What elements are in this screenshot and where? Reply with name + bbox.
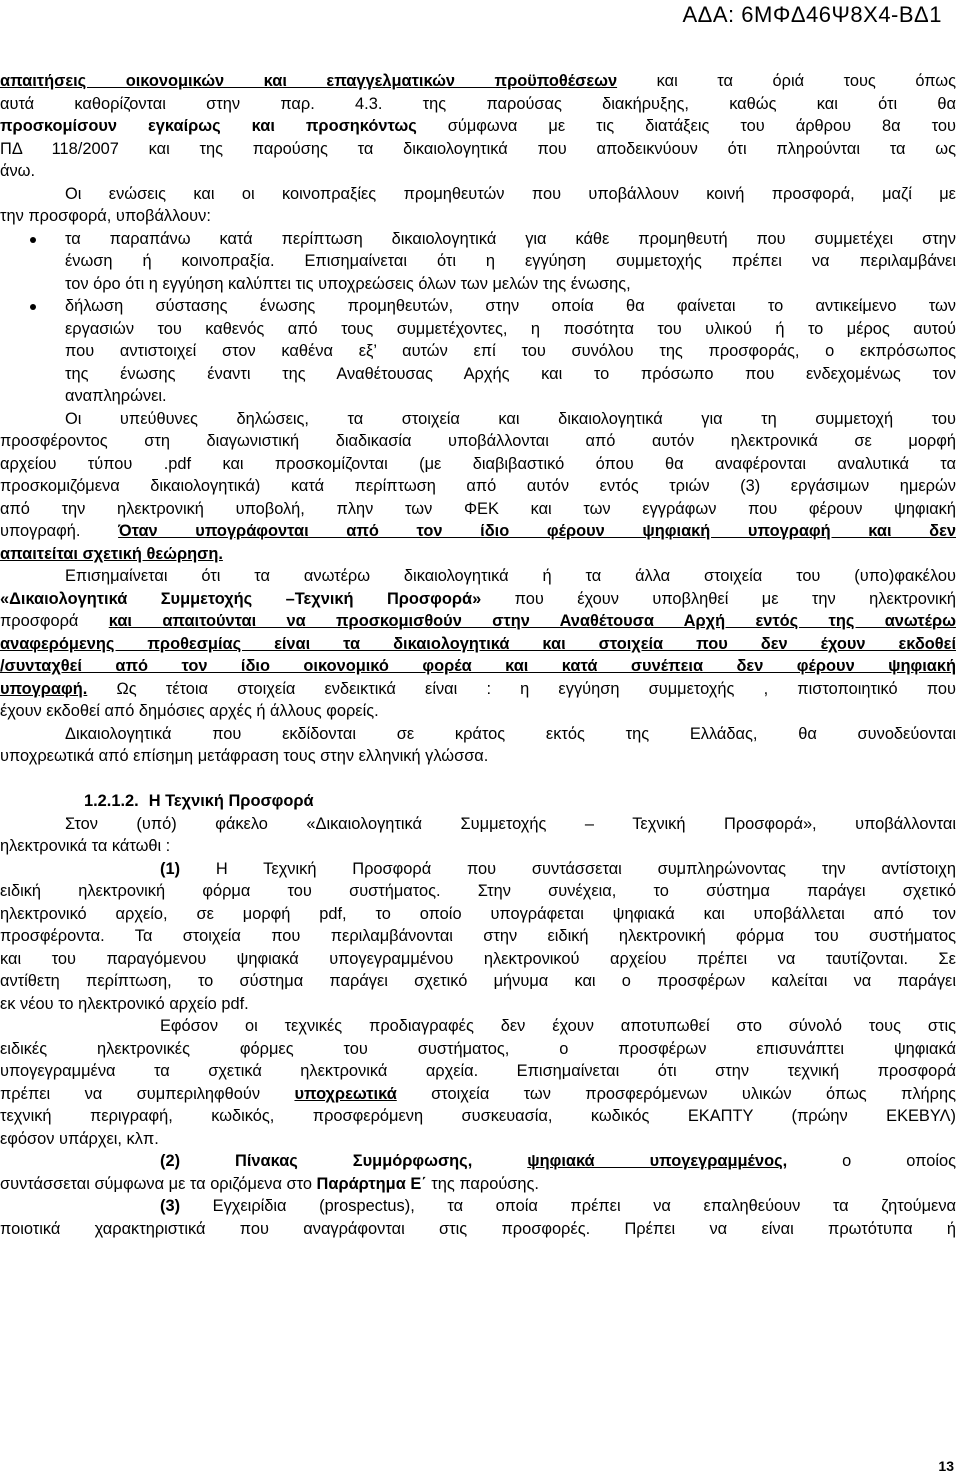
text-line: από την ηλεκτρονική υποβολή, πλην των ΦΕΚ και των εγγράφων που φέρουν ψηφιακή bbox=[0, 499, 956, 518]
text-line: αυτά καθορίζονται στην παρ. 4.3. της παρούσας διακήρυξης, καθώς και ότι θα bbox=[0, 94, 956, 113]
text-line: Οι ενώσεις και οι κοινοπραξίες προμηθευτών που υποβάλλουν κοινή προσφορά, μαζί με bbox=[65, 184, 956, 203]
text-line: (2) Πίνακας Συμμόρφωσης, ψηφιακά υπογεγραμμένος, ο οποίος bbox=[160, 1152, 956, 1170]
text-line: υποχρεωτικά από επίσημη μετάφραση τους στην ελληνική γλώσσα. bbox=[0, 747, 489, 765]
text-line: υπογεγραμμένα τα σχετικά ηλεκτρονικά αρχεία. Επισημαίνεται ότι στην τεχνική προσφορά bbox=[0, 1062, 956, 1080]
text-line: προσφέροντα. Τα στοιχεία που περιλαμβάνονται στην ειδική ηλεκτρονική φόρμα του συστήματος bbox=[0, 927, 956, 945]
text-line: τον όρο ότι η εγγύηση καλύπτει τις υποχρεώσεις όλων των μελών της ένωσης, bbox=[65, 274, 631, 293]
text-line: ηλεκτρονικό αρχείο, σε μορφή pdf, το οποίο υπογράφεται ψηφιακά και υποβάλλεται από τον bbox=[0, 904, 956, 923]
text-line: απαιτήσεις οικονομικών και επαγγελματικών προϋποθέσεων και τα όριά τους όπως bbox=[0, 72, 956, 90]
text-line: τεχνική περιγραφή, κωδικός, προσφερόμενη συσκευασία, κωδικός ΕΚΑΠΤΥ (πρώην ΕΚΕΒΥΛ) bbox=[0, 1107, 956, 1125]
text-line: Στον (υπό) φάκελο «Δικαιολογητικά Συμμετοχής – Τεχνική Προσφορά», υποβάλλονται bbox=[65, 814, 956, 833]
text-line: αρχείου τύπου .pdf και προσκομίζονται (με διαβιβαστικό όπου θα αναφέρονται αναλυτικά τα bbox=[0, 454, 956, 473]
text-line: πρέπει να συμπεριληφθούν υποχρεωτικά στοιχεία των προσφερόμενων υλικών όπως πλήρης bbox=[0, 1084, 956, 1103]
text-line: (3) Εγχειρίδια (prospectus), τα οποία πρέπει να επαληθεύουν τα ζητούμενα bbox=[160, 1197, 956, 1215]
text-line: άνω. bbox=[0, 162, 36, 180]
bullet-icon bbox=[30, 304, 36, 310]
text-line: ποιοτικά χαρακτηριστικά που αναγράφονται στις προσφορές. Πρέπει να είναι πρωτότυπα ή bbox=[0, 1219, 956, 1238]
text-line: εκ νέου το ηλεκτρονικό αρχείο pdf. bbox=[0, 994, 249, 1013]
ada-header: ΑΔΑ: 6ΜΦΔ46Ψ8Χ4-ΒΔ1 bbox=[682, 2, 942, 27]
text-line: συντάσσεται σύμφωνα με τα οριζόμενα στο Παράρτημα Ε΄ της παρούσης. bbox=[0, 1174, 539, 1193]
text-line: εργασιών του καθενός από τους συμμετέχοντες, η ποσότητα του υλικού ή το μέρος αυτού bbox=[65, 319, 956, 338]
text-line: Επισημαίνεται ότι τα ανωτέρω δικαιολογητικά ή τα άλλα στοιχεία του (υπο)φακέλου bbox=[65, 567, 956, 585]
text-line: αναπληρώνει. bbox=[65, 387, 167, 405]
section-heading: 1.2.1.2. Η Τεχνική Προσφορά bbox=[84, 792, 314, 810]
text-line: υπογραφή. Ως τέτοια στοιχεία ενδεικτικά είναι : η εγγύηση συμμετοχής , πιστοποιητικό που bbox=[0, 679, 956, 698]
text-line: (1) Η Τεχνική Προσφορά που συντάσσεται συμπληρώνοντας την αντίστοιχη bbox=[160, 859, 956, 878]
page-number: 13 bbox=[938, 1458, 954, 1474]
text-line: προσφορά και απαιτούνται να προσκομισθούν στην Αναθέτουσα Αρχή εντός της ανωτέρω bbox=[0, 612, 956, 630]
document-body bbox=[0, 70, 956, 1240]
text-line: αναφερόμενης προθεσμίας είναι τα δικαιολογητικά και στοιχεία που δεν έχουν εκδοθεί bbox=[0, 634, 956, 653]
text-line: την προσφορά, υποβάλλουν: bbox=[0, 207, 211, 225]
text-line: «Δικαιολογητικά Συμμετοχής –Τεχνική Προσφορά» που έχουν υποβληθεί με την ηλεκτρονική bbox=[0, 589, 956, 608]
text-line: και του παραγόμενου ψηφιακά υπογεγραμμένου ηλεκτρονικού αρχείου πρέπει να ταυτίζονται. Σε bbox=[0, 949, 956, 968]
text-line: της ένωσης έναντι της Αναθέτουσας Αρχής και το πρόσωπο που ενδεχομένως τον bbox=[65, 364, 956, 383]
text-line: εφόσον υπάρχει, κλπ. bbox=[0, 1129, 159, 1148]
bullet-icon bbox=[30, 237, 36, 243]
text-line: Οι υπεύθυνες δηλώσεις, τα στοιχεία και δικαιολογητικά για τη συμμετοχή του bbox=[65, 409, 956, 428]
list-item: τα παραπάνω κατά περίπτωση δικαιολογητικά για κάθε προμηθευτή που συμμετέχει στην bbox=[0, 228, 956, 251]
text-line: προσκομιζόμενα δικαιολογητικά) κατά περίπτωση από αυτόν εντός τριών (3) εργάσιμων ημερών bbox=[0, 477, 956, 495]
text-line: ηλεκτρονικά τα κάτωθι : bbox=[0, 837, 171, 855]
text-line: /συνταχθεί από τον ίδιο οικονομικό φορέα και κατά συνέπεια δεν φέρουν ψηφιακή bbox=[0, 657, 956, 675]
text-line: προσκομίσουν εγκαίρως και προσηκόντως σύμφωνα με τις διατάξεις του άρθρου 8α του bbox=[0, 117, 956, 135]
text-line: ένωση ή κοινοπραξία. Επισημαίνεται ότι η εγγύηση συμμετοχής πρέπει να περιλαμβάνει bbox=[65, 252, 956, 270]
text-line: που αντιστοιχεί στον καθένα εξ’ αυτών επί του συνόλου της προσφοράς, ο εκπρόσωπος bbox=[65, 342, 956, 360]
text-line: Δικαιολογητικά που εκδίδονται σε κράτος εκτός της Ελλάδας, θα συνοδεύονται bbox=[65, 724, 956, 743]
text-line: απαιτείται σχετική θεώρηση. bbox=[0, 544, 223, 563]
text-line: ειδική ηλεκτρονική φόρμα του συστήματος. Στην συνέχεια, το σύστημα παράγει σχετικό bbox=[0, 882, 956, 900]
text-line: υπογραφή. Όταν υπογράφονται από τον ίδιο φέρουν ψηφιακή υπογραφή και δεν bbox=[0, 522, 956, 540]
text-line: έχουν εκδοθεί από δημόσιες αρχές ή άλλους φορείς. bbox=[0, 702, 379, 720]
text-line: Εφόσον οι τεχνικές προδιαγραφές δεν έχουν αποτυπωθεί στο σύνολό τους στις bbox=[160, 1017, 956, 1035]
list-item: δήλωση σύστασης ένωσης προμηθευτών, στην οποία θα φαίνεται το αντικείμενο των bbox=[0, 295, 956, 318]
text-line: αντίθετη περίπτωση, το σύστημα παράγει σχετικό μήνυμα και ο προσφέρων καλείται να παράγει bbox=[0, 972, 956, 990]
text-line: ΠΔ 118/2007 και της παρούσης τα δικαιολογητικά που αποδεικνύουν ότι πληρούνται τα ως bbox=[0, 139, 956, 158]
text-line: προσφέροντος στη διαγωνιστική διαδικασία υποβάλλονται από αυτόν ηλεκτρονικά σε μορφή bbox=[0, 432, 956, 450]
text-line: ειδικές ηλεκτρονικές φόρμες του συστήματος, ο προσφέρων επισυνάπτει ψηφιακά bbox=[0, 1039, 956, 1058]
